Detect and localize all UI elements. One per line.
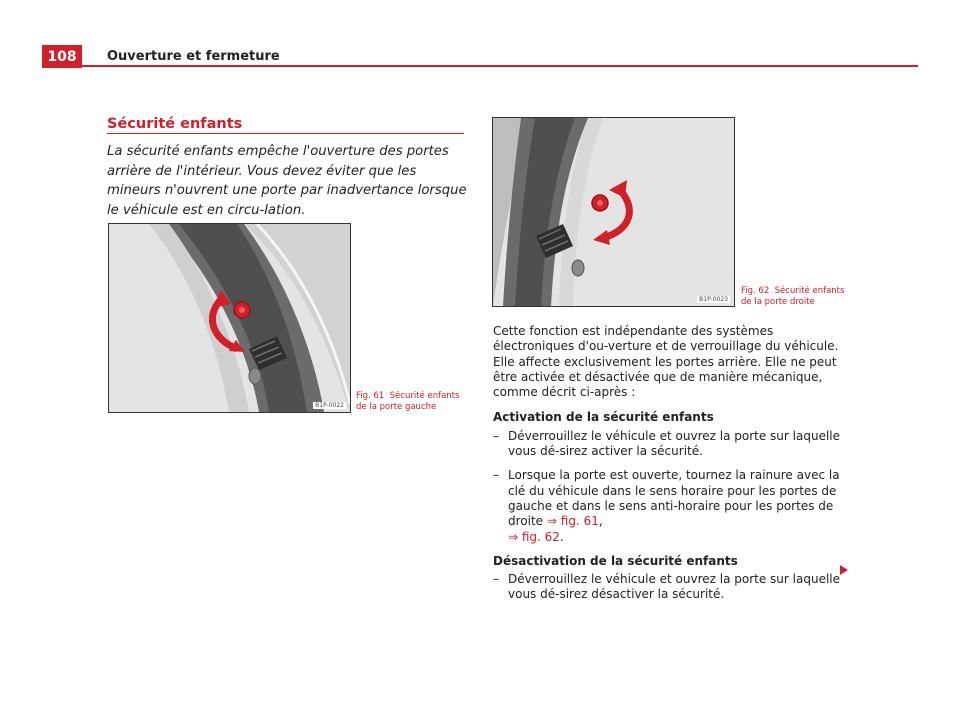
continue-arrow-icon — [840, 565, 848, 575]
deactivation-heading: Désactivation de la sécurité enfants — [493, 553, 738, 568]
activation-step — [493, 429, 853, 460]
caption-number: Fig. 61 — [356, 391, 385, 401]
caption-text: de la porte gauche — [356, 402, 437, 412]
caption-text: de la porte droite — [741, 297, 815, 307]
step-dash: – — [493, 572, 499, 587]
activation-step — [493, 468, 853, 544]
figure-code: B1P-0023 — [699, 296, 728, 303]
running-header-title: Ouverture et fermeture — [107, 49, 280, 64]
step-text: Déverrouillez le véhicule et ouvrez la porte sur laquelle vous dé-sirez désactiver la sécurité. — [508, 572, 840, 602]
fig-61-link[interactable]: ⇒ fig. 61 — [546, 514, 599, 529]
activation-heading: Activation de la sécurité enfants — [493, 410, 714, 425]
section-title: Sécurité enfants — [107, 116, 243, 132]
figure-61-illustration — [108, 223, 351, 413]
figure-62-illustration — [492, 117, 735, 307]
figure-62-caption — [741, 286, 844, 308]
step-text: Déverrouillez le véhicule et ouvrez la porte sur laquelle vous dé-sirez activer la sécurité. — [508, 428, 840, 459]
figure-code: B1P-0022 — [315, 402, 344, 409]
body-text-column — [493, 324, 853, 612]
section-rule — [107, 133, 464, 134]
caption-text: Sécurité enfants — [389, 391, 460, 401]
page-number: 108 — [42, 45, 82, 68]
step-dash: – — [493, 428, 499, 443]
caption-text: Sécurité enfants — [774, 286, 845, 296]
step-text: Lorsque la porte est ouverte, tournez la rainure avec la clé du véhicule dans le sens horaire pour les portes de gauche et dans le sens anti-horaire pour les portes de droite ⇒ fig. 61, ⇒ fig. 62. — [508, 468, 840, 544]
figure-61-caption — [356, 391, 459, 413]
deactivation-step — [493, 572, 853, 603]
step-text-main: Lorsque la porte est ouverte, tournez la rainure avec la clé du véhicule dans le sens horaire pour les portes de gauche et dans le sens anti-horaire pour les portes de droite — [508, 468, 840, 529]
header-rule — [82, 65, 918, 67]
section-intro: La sécurité enfants empêche l'ouverture des portes arrière de l'intérieur. Vous devez éviter que les mineurs n'ouvrent une porte par inadvertance lorsque le véhicule est en circu-lation. — [107, 144, 467, 218]
fig-62-link[interactable]: ⇒ fig. 62 — [508, 529, 560, 544]
body-paragraph: Cette fonction est indépendante des systèmes électroniques d'ou-verture et de verrouillage du véhicule. Elle affecte exclusivement les portes arrière. Elle ne peut être activée et désactivée que de manière mécanique, comme décrit ci-après : — [493, 324, 839, 400]
step-dash: – — [493, 468, 499, 483]
caption-number: Fig. 62 — [741, 286, 770, 296]
